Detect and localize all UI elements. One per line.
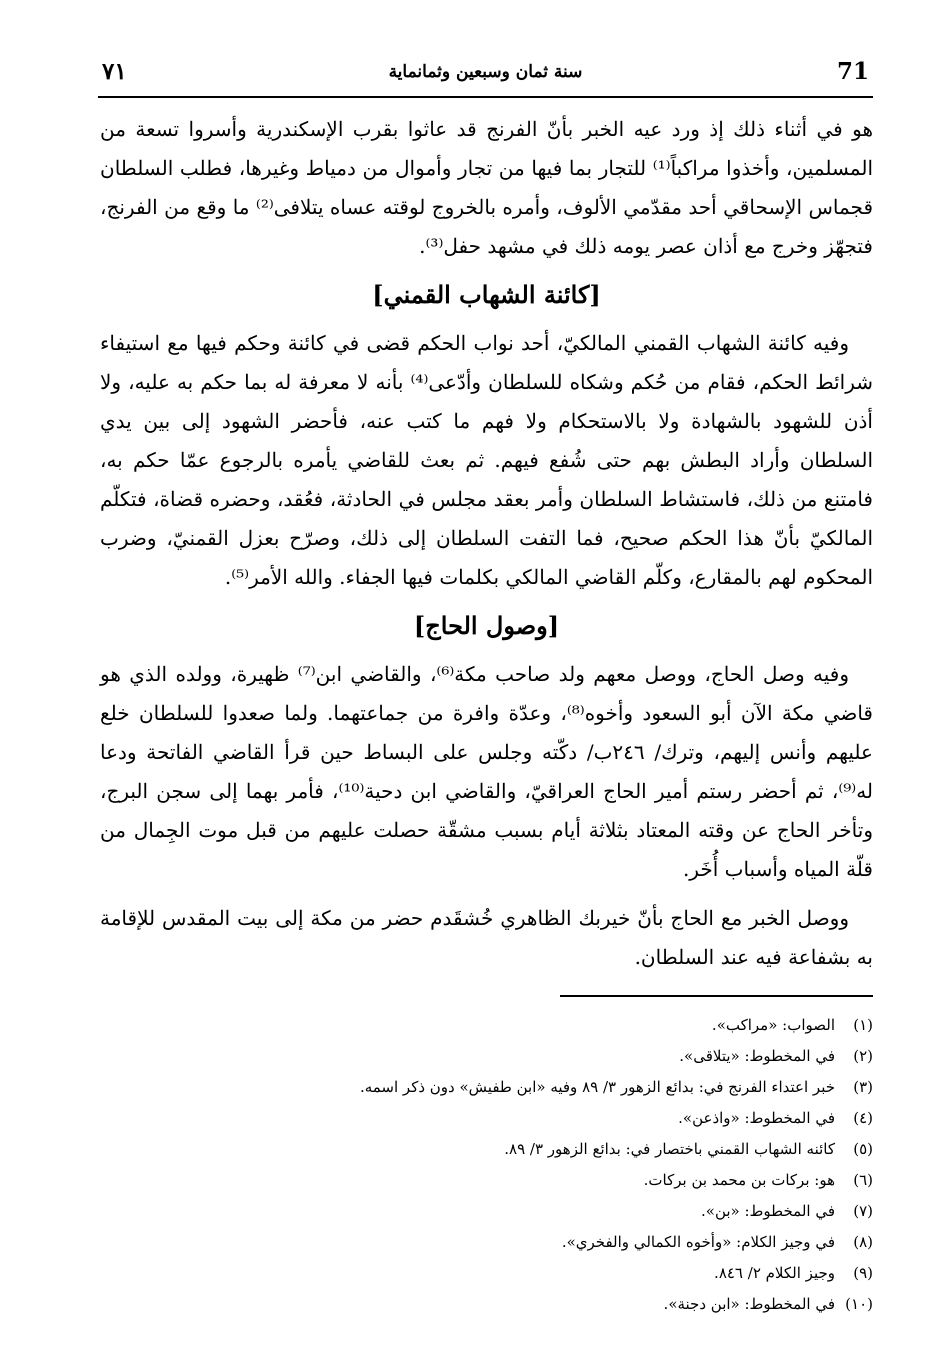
footnote-number: (٧) (853, 1202, 873, 1220)
footnote (100, 1227, 873, 1258)
footnote-text: كائنه الشهاب القمني باختصار في: بدائع الزهور ٣/ ٨٩. (504, 1140, 835, 1158)
footnote (100, 1103, 873, 1134)
page-header (98, 56, 873, 98)
main-text (100, 110, 873, 977)
footnotes-list (100, 1010, 873, 1320)
footnote (100, 1134, 873, 1165)
paragraph: هو في أثناء ذلك إذ ورد عيه الخبر بأنّ الفرنج قد عاثوا بقرب الإسكندرية وأسروا تسعة من المسلمين، وأخذوا مراكباً⁽¹⁾ للتجار بما فيها من تجار وأموال من دمياط وغيرها، فطلب السلطان قجماس الإسحاقي أحد مقدّمي الألوف، وأمره بالخروج لوقته عساه يتلافى⁽²⁾ ما وقع من الفرنج، فتجهّز وخرج مع أذان عصر يومه ذلك في مشهد حفل⁽³⁾. (100, 117, 873, 258)
footnote (100, 1041, 873, 1072)
footnote (100, 1196, 873, 1227)
footnote-text: هو: بركات بن محمد بن بركات. (643, 1171, 835, 1189)
footnote (100, 1258, 873, 1289)
footnote-number: (٨) (853, 1233, 873, 1251)
footnote-text: الصواب: «مراكب». (711, 1016, 835, 1034)
paragraph: ووصل الخبر مع الحاج بأنّ خيربك الظاهري خُشقَدم حضر من مكة إلى بيت المقدس للإقامة به بشفاعة فيه عند السلطان. (100, 906, 873, 969)
footnote (100, 1072, 873, 1103)
footnote-number: (١) (853, 1016, 873, 1034)
footnote-text: في وجيز الكلام: «وأخوه الكمالي والفخري». (561, 1233, 835, 1251)
footnote-text: في المخطوط: «بن». (701, 1202, 835, 1220)
paragraph: وفيه وصل الحاج، ووصل معهم ولد صاحب مكة⁽⁶⁾، والقاضي ابن⁽⁷⁾ ظهيرة، وولده الذي هو قاضي مكة الآن أبو السعود وأخوه⁽⁸⁾، وعدّة وافرة من جماعتهما. ولما صعدوا للسلطان خلع عليهم وأنس إليهم، وترك/ ٢٤٦ب/ دكّته وجلس على البساط حين قرأ القاضي الفاتحة ودعا له⁽⁹⁾، ثم أحضر رستم أمير الحاج العراقيّ، والقاضي ابن دحية⁽¹⁰⁾، فأمر بهما إلى سجن البرج، وتأخر الحاج عن وقته المعتاد بثلاثة أيام بسبب مشقّة حصلت عليهم من قبل موت الجِمال من قلّة المياه وأسباب أُخَر. (100, 662, 874, 881)
section-heading: [كائنة الشهاب القمني] (372, 280, 601, 309)
footnote (100, 1289, 873, 1320)
footnote-number: (٦) (853, 1171, 873, 1189)
running-title: سنة ثمان وسبعين وثمانماية (388, 62, 583, 82)
footnote-number: (٤) (853, 1109, 873, 1127)
footnote (100, 1010, 873, 1041)
footnote-number: (١٠) (845, 1295, 873, 1313)
footnote-number: (٩) (853, 1264, 873, 1282)
footnote-number: (٥) (853, 1140, 873, 1158)
footnote-number: (٢) (853, 1047, 873, 1065)
footnote-text: في المخطوط: «ابن دجنة». (663, 1295, 835, 1313)
footnote-text: في المخطوط: «يتلاقى». (679, 1047, 835, 1065)
section-heading: [وصول الحاج] (413, 611, 560, 640)
footnote-text: وجيز الكلام ٢/ ٨٤٦. (714, 1264, 835, 1282)
page-number: 71 (836, 58, 869, 85)
footnote-text: في المخطوط: «واذعن». (678, 1109, 835, 1127)
footnote-number: (٣) (853, 1078, 873, 1096)
page-number-arabic: ٧١ (102, 58, 127, 85)
footnote-text: خبر اعتداء الفرنج في: بدائع الزهور ٣/ ٨٩ وفيه «ابن طفيش» دون ذكر اسمه. (359, 1078, 835, 1096)
footnote-divider (560, 995, 873, 997)
paragraph: وفيه كائنة الشهاب القمني المالكيّ، أحد نواب الحكم قضى في كائنة وحكم فيها مع استيفاء شرائط الحكم، فقام من حُكم وشكاه للسلطان وأدّعى⁽⁴⁾ بأنه لا معرفة له بما حكم به عليه، ولا أذن للشهود بالشهادة ولا بالاستحكام ولا فهم ما كتب عنه، فأحضر الشهود إلى بين يدي السلطان وأراد البطش بهم حتى شُفع فيهم. ثم بعث للقاضي يأمره بالرجوع عمّا حكم به، فامتنع من ذلك، فاستشاط السلطان وأمر بعقد مجلس في الحادثة، فعُقد، وحضره قضاة، فتكلّم المالكيّ بأنّ هذا الحكم صحيح، فما التفت السلطان إلى ذلك، وصرّح بعزل القمنيّ، وضرب المحكوم لهم بالمقارع، وكلّم القاضي المالكي بكلمات فيها الجفاء. والله الأمر⁽⁵⁾. (100, 331, 873, 589)
footnote (100, 1165, 873, 1196)
